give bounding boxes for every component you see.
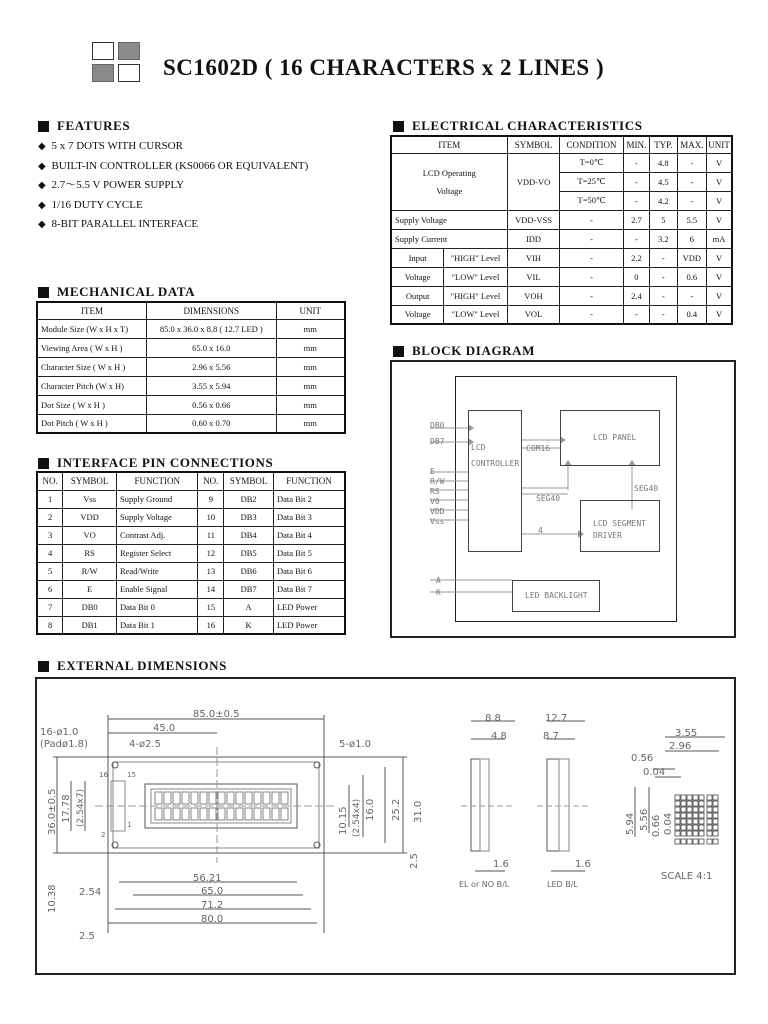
- table-row: LCD Operating Voltage VDD-VO T=0℃ - 4.8 - V: [391, 153, 732, 172]
- feature-item: ◆ 5 x 7 DOTS WITH CURSOR: [38, 140, 183, 152]
- dim-label: 10.15: [338, 806, 349, 835]
- led-backlight-block: LED BACKLIGHT: [512, 580, 600, 612]
- dim-label: 0.56: [631, 753, 654, 764]
- col-header: ITEM: [37, 302, 147, 319]
- dim-label: 12.7: [545, 713, 568, 724]
- pin-number: 16: [99, 771, 108, 779]
- feature-item: ◆ 8-BIT PARALLEL INTERFACE: [38, 218, 199, 230]
- dim-label: 10.38: [47, 884, 58, 913]
- lcd-panel-block: LCD PANEL: [560, 410, 660, 466]
- lcd-operating-voltage: LCD Operating Voltage: [391, 153, 507, 210]
- table-row: Viewing Area ( W x H ) 65.0 x 16.0 mm: [37, 338, 345, 357]
- dim-label: (Padø1.8): [40, 739, 88, 750]
- bus-width-label: 4: [538, 526, 543, 535]
- table-row: Voltage "LOW" Level VOL - - - 0.4 V: [391, 305, 732, 324]
- seg40-label: SEG40: [536, 494, 561, 503]
- pin-number: 2: [101, 831, 106, 839]
- table-header-row: ITEM SYMBOL CONDITION MIN. TYP. MAX. UNIT: [391, 136, 732, 153]
- pin-label: R/W: [430, 477, 445, 486]
- table-row: 4 RS Register Select 12 DB5 Data Bit 5: [37, 544, 345, 562]
- table-row: 2 VDD Supply Voltage 10 DB3 Data Bit 3: [37, 508, 345, 526]
- dim-label: 65.0: [201, 886, 224, 897]
- table-row: 5 R/W Read/Write 13 DB6 Data Bit 6: [37, 562, 345, 580]
- table-row: Character Size ( W x H ) 2.96 x 5.56 mm: [37, 357, 345, 376]
- table-row: Dot Pitch ( W x H ) 0.60 x 0.70 mm: [37, 414, 345, 433]
- dim-label: 2.5: [79, 931, 95, 942]
- mechanical-heading: MECHANICAL DATA: [38, 284, 195, 300]
- electrical-table: [390, 135, 733, 325]
- feature-item: ◆ 2.7～5.5 V POWER SUPPLY: [38, 179, 185, 191]
- external-dimensions-heading: EXTERNAL DIMENSIONS: [38, 658, 227, 674]
- dim-label: 56.21: [193, 873, 222, 884]
- table-row: Character Pitch (W x H) 3.55 x 5.94 mm: [37, 376, 345, 395]
- dim-label: 45.0: [153, 723, 176, 734]
- com16-label: COM16: [526, 444, 551, 453]
- feature-item: ◆ BUILT-IN CONTROLLER (KS0066 OR EQUIVALENT): [38, 159, 309, 172]
- dim-label: 1.6: [575, 859, 591, 870]
- pin-number: 1: [127, 821, 132, 829]
- pin-label: RS: [430, 487, 440, 496]
- lcd-controller-block: LCD CONTROLLER: [468, 410, 522, 552]
- led-label: LED B/L: [547, 880, 578, 889]
- dim-label: 2.5: [409, 853, 420, 869]
- dim-label: 0.66: [651, 814, 662, 837]
- dim-label: 4-ø2.5: [129, 739, 161, 750]
- table-row: Module Size (W x H x T) 85.0 x 36.0 x 8.8 ( 12.7 LED ) mm: [37, 319, 345, 338]
- dim-label: 0.04: [663, 812, 674, 835]
- dim-label: 1.6: [493, 859, 509, 870]
- table-row: Supply Voltage VDD-VSS - 2.7 5 5.5 V: [391, 210, 732, 229]
- table-row: 1 Vss Supply Ground 9 DB2 Data Bit 2: [37, 490, 345, 508]
- pin-label: Vss: [430, 517, 445, 526]
- dim-label: (2.54x7): [76, 788, 86, 827]
- pin-label: E: [430, 467, 435, 476]
- lcd-segment-driver-block: LCD SEGMENT DRIVER: [580, 500, 660, 552]
- table-row: Voltage "LOW" Level VIL - 0 - 0.6 V: [391, 267, 732, 286]
- dim-label: 2.54: [79, 887, 102, 898]
- dim-label: 71.2: [201, 900, 224, 911]
- features-heading: FEATURES: [38, 118, 130, 134]
- table-row: Dot Size ( W x H ) 0.56 x 0.66 mm: [37, 395, 345, 414]
- table-row: 3 VO Contrast Adj. 11 DB4 Data Bit 4: [37, 526, 345, 544]
- pin-label: DB0: [430, 421, 445, 430]
- dim-label: 5-ø1.0: [339, 739, 371, 750]
- pin-label: VDD: [430, 507, 445, 516]
- pin-label: DB7: [430, 437, 445, 446]
- mechanical-table: [36, 301, 346, 434]
- seg40-label: SEG40: [634, 484, 659, 493]
- table-row: Supply Current IDD - - 3.2 6 mA: [391, 229, 732, 248]
- dim-label: 5.94: [625, 812, 636, 835]
- table-row: 8 DB1 Data Bit 1 16 K LED Power: [37, 616, 345, 634]
- dim-label: 8.8: [485, 713, 501, 724]
- table-row: 6 E Enable Signal 14 DB7 Data Bit 7: [37, 580, 345, 598]
- block-diagram-heading: BLOCK DIAGRAM: [393, 343, 535, 359]
- dim-label: 17.78: [61, 794, 72, 823]
- dim-label: 8.7: [543, 731, 559, 742]
- col-header: UNIT: [276, 302, 345, 319]
- interface-table: [36, 471, 346, 635]
- table-header-row: NO. SYMBOL FUNCTION NO. SYMBOL FUNCTION: [37, 472, 345, 490]
- dim-label: 16-ø1.0: [40, 727, 79, 738]
- pin-label: K: [436, 588, 441, 597]
- dim-label: 16.0: [365, 798, 376, 821]
- dim-label: 0.04: [643, 767, 666, 778]
- pin-number: 15: [127, 771, 136, 779]
- dim-label: (2.54x4): [352, 798, 362, 837]
- table-row: 7 DB0 Data Bit 0 15 A LED Power: [37, 598, 345, 616]
- pin-label: V0: [430, 497, 440, 506]
- dot-matrix: [675, 795, 718, 844]
- col-header: DIMENSIONS: [147, 302, 276, 319]
- table-row: Input "HIGH" Level VIH - 2.2 - VDD V: [391, 248, 732, 267]
- el-label: EL or NO B/L: [459, 880, 510, 889]
- features-list: [38, 137, 308, 235]
- electrical-heading: ELECTRICAL CHARACTERISTICS: [393, 118, 643, 134]
- table-row: T=50℃ - 4.2 - V: [391, 191, 732, 210]
- page-title: SC1602D ( 16 CHARACTERS x 2 LINES ): [163, 55, 605, 80]
- dim-label: 3.55: [675, 728, 698, 739]
- pin-label: A: [436, 576, 441, 585]
- external-dimensions-drawing: [35, 677, 732, 971]
- table-row: Output "HIGH" Level VOH - 2.4 - - V: [391, 286, 732, 305]
- interface-heading: INTERFACE PIN CONNECTIONS: [38, 455, 273, 471]
- table-header-row: [37, 302, 345, 319]
- dim-label: 36.0±0.5: [47, 788, 58, 835]
- dim-label: 2.96: [669, 741, 692, 752]
- dim-label: 85.0±0.5: [193, 709, 240, 720]
- feature-item: ◆ 1/16 DUTY CYCLE: [38, 198, 143, 211]
- scale-label: SCALE 4:1: [661, 871, 713, 882]
- dim-label: 4.8: [491, 731, 507, 742]
- table-row: T=25℃ - 4.5 - V: [391, 172, 732, 191]
- dim-label: 80.0: [201, 914, 224, 925]
- dim-label: 31.0: [413, 800, 424, 823]
- dim-label: 25.2: [391, 798, 402, 821]
- dim-label: 5.56: [639, 808, 650, 831]
